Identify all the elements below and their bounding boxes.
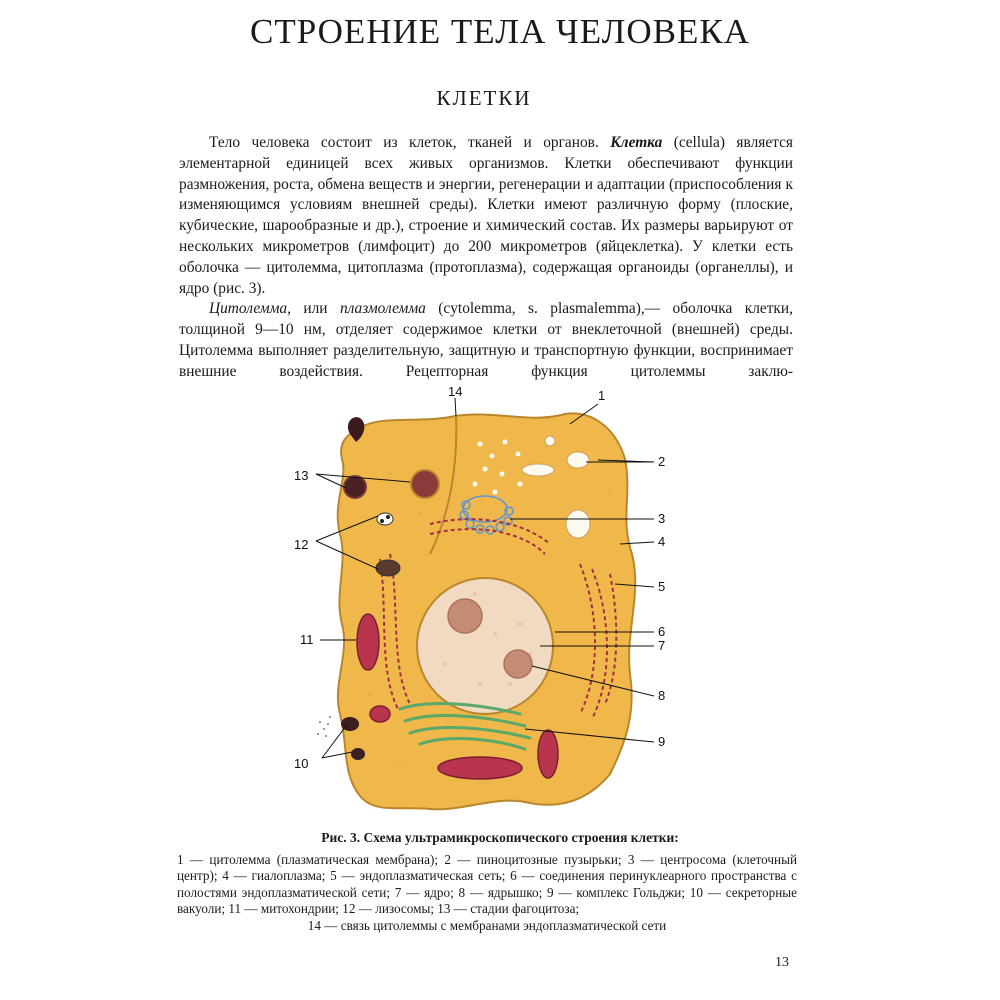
label-5: 5	[658, 579, 666, 594]
term-cytolemma: Цитолемма	[209, 300, 288, 318]
cell-diagram	[280, 384, 700, 824]
label-14: 14	[448, 384, 463, 399]
section-title: КЛЕТКИ	[436, 86, 532, 110]
body-text	[179, 133, 793, 383]
cell-figure	[280, 384, 700, 824]
label-11: 11	[300, 632, 314, 647]
label-7: 7	[658, 638, 666, 653]
label-9: 9	[658, 734, 666, 749]
label-1: 1	[598, 388, 606, 403]
page-title: СТРОЕНИЕ ТЕЛА ЧЕЛОВЕКА	[249, 12, 751, 51]
paragraph-cell-text-a: Тело человека состоит из клеток, тканей и органов.	[209, 134, 611, 151]
term-cell: Клетка	[610, 134, 663, 151]
paragraph-cell	[179, 133, 793, 299]
nucleolus-1	[448, 599, 482, 633]
figure-caption-text: 1 — цитолемма (плазматическая мембрана); 2 — пиноцитозные пузырьки; 3 — центросома (клеточный центр); 4 — гиалоплазма; 5 — эндоплазматическая сеть; 6 — соединения перинуклеарного пространства с полостями эндоплазматической сети; 7 — ядро; 8 — ядрышко; 9 — комплекс Гольджи; 10 — секреторные вакуоли; 11 — митохондрии; 12 — лизосомы; 13 — стадии фагоцитоза;	[177, 852, 797, 917]
label-2: 2	[658, 454, 666, 469]
paragraph-cell-text-b: (cellula) является элементарной единицей всех живых организмов. Клетки обеспечивают функции размножения, роста, обмена веществ и энергии, регенерации и адаптации (приспособления к изменяющимся условиям внешней среды). Клетки имеют различную форму (плоские, кубические, шарообразные и др.), строение и химический состав. Их размеры варьируют от нескольких микрометров (лимфоцит) до 200 микрометров (яйцеклетка). У клетки есть оболочка — цитолемма, цитоплазма (протоплазма), содержащая органоиды (органеллы), и ядро (рис. 3).	[179, 134, 793, 297]
label-13: 13	[294, 468, 309, 483]
label-10: 10	[294, 756, 309, 771]
paragraph-cytolemma	[179, 299, 793, 382]
figure-caption-title: Рис. 3. Схема ультрамикроскопического строения клетки:	[321, 830, 679, 845]
label-8: 8	[658, 688, 666, 703]
label-3: 3	[658, 511, 666, 526]
paragraph-cytolemma-text-a: , или	[287, 300, 340, 318]
nucleolus-2	[504, 650, 532, 678]
paragraph-cytolemma-text-b: (cytolemma, s. plasmalemma),— оболочка клетки, толщиной 9—10 нм, отделяет содержимое клетки от внеклеточной (внешней) среды. Цитолемма выполняет разделительную, защитную и транспортную функции, воспринимает внешние воздействия. Рецепторная функция цитолеммы заклю-	[179, 300, 793, 380]
label-4: 4	[658, 534, 666, 549]
page-number: 13	[775, 955, 789, 970]
figure-caption-body	[177, 852, 797, 934]
label-6: 6	[658, 624, 666, 639]
term-plasmalemma: плазмолемма	[339, 300, 426, 318]
nucleus	[417, 578, 553, 714]
label-12: 12	[294, 537, 309, 552]
figure-caption-last-line: 14 — связь цитолеммы с мембранами эндоплазматической сети	[307, 917, 667, 933]
